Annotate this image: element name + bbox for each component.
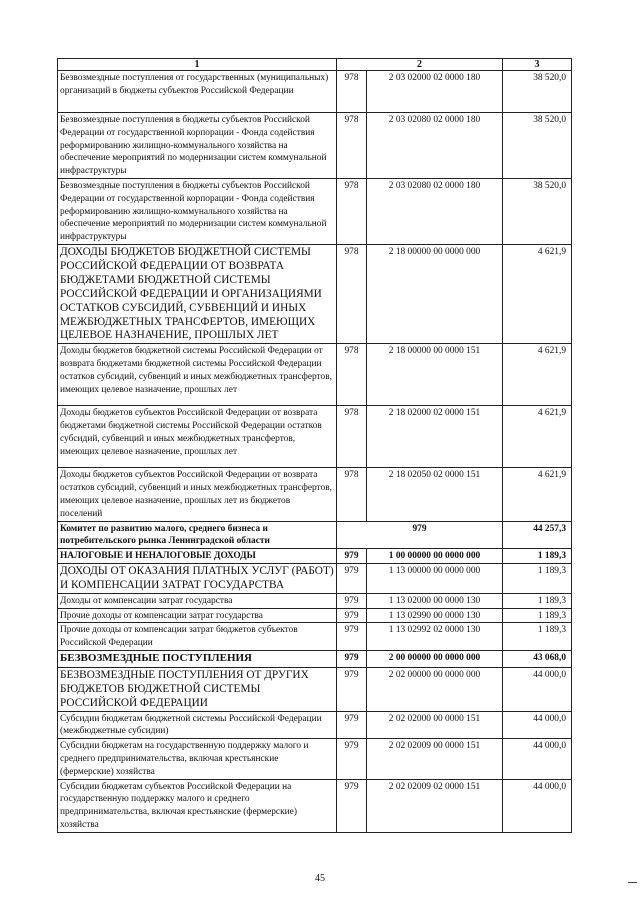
row-admin-code: 979 [337,650,367,667]
row-amount: 1 189,3 [503,608,572,623]
page-number: 45 [315,873,325,884]
row-admin-code: 979 [337,563,367,593]
row-amount: 38 520,0 [503,71,572,113]
table-row [58,608,572,623]
row-description: НАЛОГОВЫЕ И НЕНАЛОГОВЫЕ ДОХОДЫ [58,549,337,564]
row-admin-code: 979 [337,623,367,651]
header-col-3: 3 [503,59,572,71]
row-amount: 44 000,0 [503,779,572,832]
row-admin-code: 978 [337,468,367,521]
row-admin-code: 979 [337,608,367,623]
row-admin-code: 978 [337,178,367,244]
row-kbk-code: 2 02 02009 02 0000 151 [367,779,503,832]
row-description: ДОХОДЫ ОТ ОКАЗАНИЯ ПЛАТНЫХ УСЛУГ (РАБОТ) И КОМПЕНСАЦИИ ЗАТРАТ ГОСУДАРСТВА [58,563,337,593]
row-admin-code: 978 [337,113,367,179]
row-admin-code: 978 [337,71,367,113]
row-kbk-code: 2 03 02080 02 0000 180 [367,113,503,179]
table-row [58,563,572,593]
income-table [57,58,572,833]
row-admin-code: 979 [337,711,367,739]
row-kbk-code: 1 13 02992 02 0000 130 [367,623,503,651]
row-amount: 44 000,0 [503,711,572,739]
row-admin-code: 978 [337,244,367,343]
row-amount: 4 621,9 [503,244,572,343]
table-row [58,739,572,779]
row-kbk-code: 1 13 02990 00 0000 130 [367,608,503,623]
row-amount: 38 520,0 [503,113,572,179]
table-row [58,549,572,564]
scan-mark [628,882,637,883]
row-description: Безвозмездные поступления в бюджеты субъектов Российской Федерации от государственной корпорации - Фонда содействия реформированию жилищно-коммунального хозяйства на обеспечение мероприятий по модернизации систем коммунальной инфраструктуры [58,113,337,179]
row-amount: 4 621,9 [503,468,572,521]
table-row [58,344,572,406]
row-kbk-code: 2 02 02000 00 0000 151 [367,711,503,739]
row-amount: 43 068,0 [503,650,572,667]
row-kbk-code: 2 18 00000 00 0000 151 [367,344,503,406]
table-row [58,113,572,179]
row-description: Прочие доходы от компенсации затрат бюджетов субъектов Российской Федерации [58,623,337,651]
row-admin-code: 979 [337,593,367,608]
row-kbk-code: 2 18 00000 00 0000 000 [367,244,503,343]
header-row [58,59,572,71]
table-row [58,650,572,667]
row-admin-code: 978 [337,406,367,468]
row-description: Доходы бюджетов субъектов Российской Федерации от возврата бюджетами бюджетной системы Российской Федерации остатков субсидий, субвенций и иных межбюджетных трансфертов, имеющих целевое назначение, прошлых лет [58,406,337,468]
row-admin-code: 978 [337,344,367,406]
row-amount: 44 000,0 [503,739,572,779]
row-description: Комитет по развитию малого, среднего бизнеса и потребительского рынка Ленинградской области [58,521,337,549]
row-kbk-code: 2 18 02050 02 0000 151 [367,468,503,521]
row-kbk-code: 1 13 02000 00 0000 130 [367,593,503,608]
table-row [58,244,572,343]
table-row [58,468,572,521]
header-col-1: 1 [58,59,337,71]
row-kbk-code: 2 03 02000 02 0000 180 [367,71,503,113]
table-row [58,521,572,549]
row-kbk-code: 1 13 00000 00 0000 000 [367,563,503,593]
header-col-2: 2 [337,59,503,71]
row-kbk-code: 2 18 02000 02 0000 151 [367,406,503,468]
row-description: Прочие доходы от компенсации затрат государства [58,608,337,623]
table-row [58,667,572,711]
row-amount: 44 257,3 [503,521,572,549]
row-admin-code: 979 [337,667,367,711]
row-kbk-code: 2 02 02009 00 0000 151 [367,739,503,779]
table-row [58,178,572,244]
row-description: Субсидии бюджетам на государственную поддержку малого и среднего предпринимательства, включая крестьянские (фермерские) хозяйства [58,739,337,779]
row-admin-code: 979 [337,739,367,779]
row-amount: 1 189,3 [503,549,572,564]
row-description: Доходы от компенсации затрат государства [58,593,337,608]
row-description: Субсидии бюджетам бюджетной системы Российской Федерации (межбюджетные субсидии) [58,711,337,739]
row-admin-code: 979 [337,549,367,564]
row-description: Доходы бюджетов субъектов Российской Федерации от возврата остатков субсидий, субвенций и иных межбюджетных трансфертов, имеющих целевое назначение, прошлых лет из бюджетов поселений [58,468,337,521]
table-row [58,406,572,468]
row-description: БЕЗВОЗМЕЗДНЫЕ ПОСТУПЛЕНИЯ ОТ ДРУГИХ БЮДЖЕТОВ БЮДЖЕТНОЙ СИСТЕМЫ РОССИЙСКОЙ ФЕДЕРАЦИИ [58,667,337,711]
row-description: Безвозмездные поступления от государственных (муниципальных) организаций в бюджеты субъектов Российской Федерации [58,71,337,113]
row-amount: 44 000,0 [503,667,572,711]
row-kbk-code: 2 02 00000 00 0000 000 [367,667,503,711]
row-admin-code: 979 [337,521,503,549]
row-amount: 1 189,3 [503,623,572,651]
row-amount: 38 520,0 [503,178,572,244]
table-row [58,711,572,739]
row-amount: 4 621,9 [503,344,572,406]
table-row [58,779,572,832]
row-kbk-code: 2 03 02080 02 0000 180 [367,178,503,244]
row-amount: 1 189,3 [503,563,572,593]
table-row [58,71,572,113]
row-description: Безвозмездные поступления в бюджеты субъектов Российской Федерации от государственной корпорации - Фонда содействия реформированию жилищно-коммунального хозяйства на обеспечение мероприятий по модернизации систем коммунальной инфраструктуры [58,178,337,244]
row-description: Субсидии бюджетам субъектов Российской Федерации на государственную поддержку малого и среднего предпринимательства, включая крестьянские (фермерские) хозяйства [58,779,337,832]
table-row [58,593,572,608]
row-admin-code: 979 [337,779,367,832]
row-amount: 1 189,3 [503,593,572,608]
row-description: ДОХОДЫ БЮДЖЕТОВ БЮДЖЕТНОЙ СИСТЕМЫ РОССИЙСКОЙ ФЕДЕРАЦИИ ОТ ВОЗВРАТА БЮДЖЕТАМИ БЮДЖЕТНОЙ СИСТЕМЫ РОССИЙСКОЙ ФЕДЕРАЦИИ И ОРГАНИЗАЦИЯМИ ОСТАТКОВ СУБСИДИЙ, СУБВЕНЦИЙ И ИНЫХ МЕЖБЮДЖЕТНЫХ ТРАНСФЕРТОВ, ИМЕЮЩИХ ЦЕЛЕВОЕ НАЗНАЧЕНИЕ, ПРОШЛЫХ ЛЕТ [58,244,337,343]
row-kbk-code: 2 00 00000 00 0000 000 [367,650,503,667]
row-description: БЕЗВОЗМЕЗДНЫЕ ПОСТУПЛЕНИЯ [58,650,337,667]
row-amount: 4 621,9 [503,406,572,468]
row-kbk-code: 1 00 00000 00 0000 000 [367,549,503,564]
table-row [58,623,572,651]
row-description: Доходы бюджетов бюджетной системы Российской Федерации от возврата бюджетами бюджетной системы Российской Федерации остатков субсидий, субвенций и иных межбюджетных трансфертов, имеющих целевое назначение, прошлых лет [58,344,337,406]
